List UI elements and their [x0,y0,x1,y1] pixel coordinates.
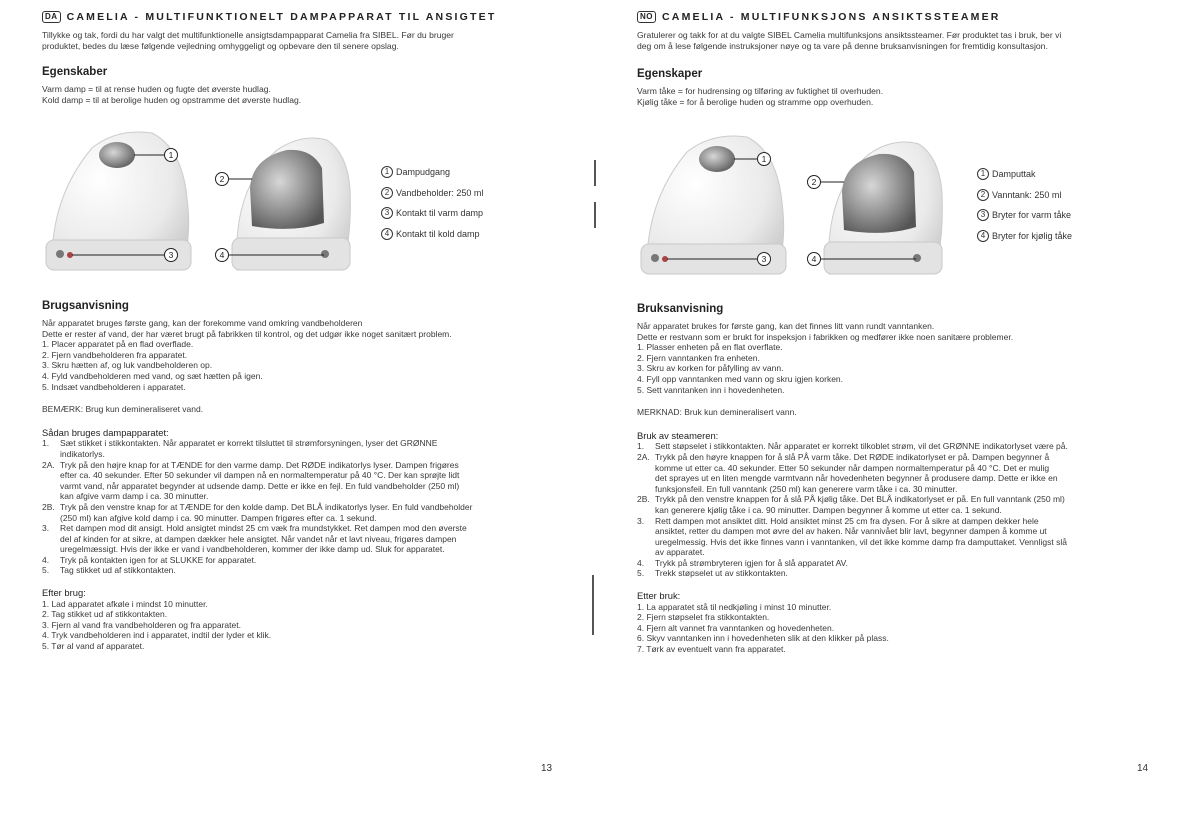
how-step: 3. Rett dampen mot ansiktet ditt. Hold ansiktet minst 25 cm fra dysen. For å sikre at dampen dekker hele ansiktet, retter du dampen mot øvre del av haken. Når vannivået blir lavt, begynner dampen å komme ut uregelmessig. Hvis det ikke finnes vann i vanntanken, vil det ikke komme damp fra damputtaket. Vennligst slå av apparatet. [637,515,1067,558]
legend-item: 4 Kontakt til kold damp [381,224,483,245]
product-figure [42,128,602,278]
how-heading: Sådan bruges dampapparatet: [42,426,169,438]
steam-outlet-icon [99,142,135,168]
intro-paragraph [42,30,562,52]
how-step: 5. Trekk støpselet ut av stikkontakten. [637,568,788,579]
legend-item: 1 Damputtak [977,164,1072,185]
legend-item: 3 Kontakt til varm damp [381,203,483,224]
usage-heading: Brugsanvisning [42,300,129,312]
water-tank-icon [250,150,324,229]
parts-legend [977,164,1072,246]
page-danish [42,0,602,816]
features-heading: Egenskaper [637,68,703,80]
callout-number: 3 [761,254,767,264]
after-step: 2. Tag stikket ud af stikkontakten. [42,609,168,620]
page-number: 14 [1137,763,1149,774]
callout-number: 1 [761,154,767,164]
note: MERKNAD: Bruk kun demineralisert vann. [637,407,797,418]
setup-step: 5. Sett vanntanken inn i hovedenheten. [637,384,785,395]
legend-item: 1 Dampudgang [381,162,483,183]
callout-number: 2 [219,174,225,184]
binding-mark [592,575,594,635]
setup-step: 2. Fjern vanntanken fra enheten. [637,352,760,363]
how-step: 1. Sæt stikket i stikkontakten. Når apparatet er korrekt tilsluttet til strømforsyningen, lyser det GRØNNE indikatorlys. [42,438,438,459]
product-figure [637,132,1181,282]
usage-instructions: Når apparatet bruges første gang, kan der forekomme vand omkring vandbeholderen Dette er rester af vand, der har været brugt på fabrikken til kontrol, og det udgør ikke noget sanitært problem. 1. Placer apparatet på en flad overflade. 2. Fjern vandbeholderen fra apparatet. 3. Skru hætten af, og luk vandbeholderen op. 4. Fyld vandbeholderen med vand, og sæt hætten på igen. 5. Indsæt vandbeholderen i apparatet. BEMÆRK: Brug kun demineraliseret vand. Sådan bruges dampapparatet: 1. Sæt stikket i stikkontakten. Når apparatet er korrekt tilsluttet til strømforsyningen, lyser det GRØNNE indikatorlys. 2A. Tryk på den højre knap for at TÆNDE for den varme damp. Det RØDE indikatorlys lyser. Dampen frigøres efter ca. 40 sekunder. Efter 50 sekunder vil dampen nå en normaltemperatur på 40 °C. Der kan sprøjte lidt varmt vand, når apparatet begynder at udsende damp. Dette er ikke en fejl. En fuld vandbeholder (250 ml) kan afgive varm damp i ca. 30 minutter. 2B. Tryk på den venstre knap for at TÆNDE for den kolde damp. Det BLÅ indikatorlys lyser. En fuld vandbeholder (250 ml) kan afgive kold damp i ca. 90 minutter. Dampen frigøres efter ca. 1 sekund. 3. Ret dampen mod dit ansigt. Hold ansigtet mindst 25 cm væk fra mundstykket. Ret dampen mod den øverste del af kinden for at sikre, at dampen dækker hele ansigtet. Når vandet når et lavt niveau, frigøres dampen uregelmæssigt. Hvis der ikke er vand i vandbeholderen, kommer der ikke damp ud. Sluk for apparatet. 4. Tryk på kontakten igen for at SLUKKE for apparatet. 5. Tag stikket ud af stikkontakten. Efter brug: 1. Lad apparatet afkøle i mindst 10 minutter. 2. Tag stikket ud af stikkontakten. 3. Fjern al vand fra vandbeholderen og fra apparatet. 4. Tryk vandbeholderen ind i apparatet, indtil der lyder et klik. 5. Tør al vand af apparatet. [42,318,587,652]
legend-item: 2 Vandbeholder: 250 ml [381,183,483,204]
intro-line: Gratulerer og takk for at du valgte SIBEL Camelia multifunksjons ansiktssteamer. Før produktet tas i bruk, ber vi [637,30,1062,40]
title-text: CAMELIA - MULTIFUNKSJONS ANSIKTSSTEAMER [662,11,1001,23]
how-step: 5. Tag stikket ud af stikkontakten. [42,565,176,576]
intro-line: deg om å lese følgende instruksjoner nøye og ta vare på denne bruksanvisningen for fremtidig konsultasjon. [637,41,1048,51]
feature-line: Kjølig tåke = for å berolige huden og stramme opp overhuden. [637,97,874,107]
after-heading: Etter bruk: [637,590,681,602]
how-step: 4. Trykk på strømbryteren igjen for å slå apparatet AV. [637,557,848,568]
after-step: 2. Fjern støpselet fra stikkontakten. [637,612,770,623]
features-heading: Egenskaber [42,66,108,78]
legend-item: 3 Bryter for varm tåke [977,205,1072,226]
callout-number: 1 [168,150,174,160]
how-step: 1. Sett støpselet i stikkontakten. Når apparatet er korrekt tilkoblet strøm, vil det GRØNNE indikatorlyset være på. [637,441,1068,452]
after-step: 4. Fjern alt vannet fra vanntanken og hovedenheten. [637,622,835,633]
steam-outlet-icon [699,146,735,172]
setup-step: 1. Placer apparatet på en flad overflade. [42,339,194,350]
feature-line: Varm damp = til at rense huden og fugte det øverste hudlag. [42,84,271,94]
setup-step: 4. Fyld vandbeholderen med vand, og sæt hætten på igen. [42,370,263,381]
setup-step: 2. Fjern vandbeholderen fra apparatet. [42,349,188,360]
after-step: 4. Tryk vandbeholderen ind i apparatet, indtil der lyder et klik. [42,630,272,641]
callout-number: 4 [219,250,225,260]
how-step: 2B. Trykk på den venstre knappen for å slå PÅ kjølig tåke. Det BLÅ indikatorlyset er på. En full vanntank (250 ml) kan generere kjølig tåke i ca. 90 minutter. Dampen begynner å komme ut etter ca. 1 sekund. [637,494,1065,515]
legend-item: 2 Vanntank: 250 ml [977,185,1072,206]
device-side-view [232,138,350,270]
intro-line: Tillykke og tak, fordi du har valgt det multifunktionelle ansigtsdampapparat Camelia fra SIBEL. Før du bruger [42,30,454,40]
setup-step: 4. Fyll opp vanntanken med vann og skru igjen korken. [637,373,844,384]
note: BEMÆRK: Brug kun demineraliseret vand. [42,404,204,415]
intro-line: produktet, bedes du læse følgende vejledning omhyggeligt og opbevare den til senere opslag. [42,41,399,51]
product-illustration [637,132,1181,282]
how-step: 2B. Tryk på den venstre knap for at TÆNDE for den kolde damp. Det BLÅ indikatorlys lyser. En fuld vandbeholder (250 ml) kan afgive kold damp i ca. 90 minutter. Dampen frigøres efter ca. 1 sekund. [42,501,473,523]
how-step: 2A. Trykk på den høyre knappen for å slå PÅ varm tåke. Det RØDE indikatorlyset er på. Dampen begynner å komme ut etter ca. 40 sekunder. Etter 50 sekunder når dampen normaltemperatur på 40 °C. Det er mulig det sprayes ut en liten mengde varmtvann når hovedenheten begynner å produsere damp. Dette er ikke en funksjonsfeil. En full vanntank (250 ml) kan generere varm tåke i ca. 30 minutter. [637,451,1058,494]
language-code-badge: DA [42,11,61,23]
after-heading: Efter brug: [42,587,86,599]
how-step: 2A. Tryk på den højre knap for at TÆNDE for den varme damp. Det RØDE indikatorlys lyser. Dampen frigøres efter ca. 40 sekunder. Efter 50 sekunder vil dampen nå en normaltemperatur på 40 °C. Der kan sprøjte lidt varmt vand, når apparatet begynder at udsende damp. Dette er ikke en fejl. En fuld vandbeholder (250 ml) kan afgive varm damp i ca. 30 minutter. [42,459,460,502]
after-step: 6. Skyv vanntanken inn i hovedenheten slik at den klikker på plass. [637,633,889,644]
title-text: CAMELIA - MULTIFUNKTIONELT DAMPAPPARAT TIL ANSIGTET [66,11,497,23]
legend-item: 4 Bryter for kjølig tåke [977,226,1072,247]
page-number: 13 [541,763,553,774]
binding-mark [594,160,596,186]
how-heading: Bruk av steameren: [637,429,719,441]
intro-paragraph [637,30,1157,52]
page-norwegian [637,0,1181,816]
usage-instructions: Når apparatet brukes for første gang, kan det finnes litt vann rundt vanntanken. Dette er restvann som er brukt for inspeksjon i fabrikken og medfører ikke noen sanitære problemer. 1. Plasser enheten på en flat overflate. 2. Fjern vanntanken fra enheten. 3. Skru av korken for påfylling av vann. 4. Fyll opp vanntanken med vann og skru igjen korken. 5. Sett vanntanken inn i hovedenheten. MERKNAD: Bruk kun demineralisert vann. Bruk av steameren: 1. Sett støpselet i stikkontakten. Når apparatet er korrekt tilkoblet strøm, vil det GRØNNE indikatorlyset være på. 2A. Trykk på den høyre knappen for å slå PÅ varm tåke. Det RØDE indikatorlyset er på. Dampen begynner å komme ut etter ca. 40 sekunder. Etter 50 sekunder når dampen normaltemperatur på 40 °C. Det er mulig det sprayes ut en liten mengde varmtvann når hovedenheten begynner å produsere damp. Dette er ikke en funksjonsfeil. En full vanntank (250 ml) kan generere varm tåke i ca. 30 minutter. 2B. Trykk på den venstre knappen for å slå PÅ kjølig tåke. Det BLÅ indikatorlyset er på. En full vanntank (250 ml) kan generere kjølig tåke i ca. 90 minutter. Dampen begynner å komme ut etter ca. 1 sekund. 3. Rett dampen mot ansiktet ditt. Hold ansiktet minst 25 cm fra dysen. For å sikre at dampen dekker hele ansiktet, retter du dampen mot øvre del av haken. Når vannivået blir lavt, begynner dampen å komme ut uregelmessig. Hvis det ikke finnes vann i vanntanken, vil det ikke komme damp fra damputtaket. Vennligst slå av apparatet. 4. Trykk på strømbryteren igjen for å slå apparatet AV. 5. Trekk støpselet ut av stikkontakten. Etter bruk: 1. La apparatet stå til nedkjøling i minst 10 minutter. 2. Fjern støpselet fra stikkontakten. 4. Fjern alt vannet fra vanntanken og hovedenheten. 6. Skyv vanntanken inn i hovedenheten slik at den klikker på plass. 7. Tørk av eventuelt vann fra apparatet. [637,321,1181,655]
features-text [42,84,301,106]
after-step: 7. Tørk av eventuelt vann fra apparatet. [637,644,786,655]
parts-legend [381,162,483,244]
features-text [637,86,883,108]
water-tank-icon [842,154,916,233]
callout-number: 4 [811,254,817,264]
setup-step: 3. Skru av korken for påfylling av vann. [637,363,784,374]
section-title [637,11,1001,23]
callout-number: 3 [168,250,174,260]
callout-number: 2 [811,177,817,187]
after-step: 1. La apparatet stå til nedkjøling i minst 10 minutter. [637,601,832,612]
how-step: 4. Tryk på kontakten igen for at SLUKKE for apparatet. [42,554,257,565]
after-step: 5. Tør al vand af apparatet. [42,641,145,652]
setup-step: 1. Plasser enheten på en flat overflate. [637,342,783,353]
after-step: 1. Lad apparatet afkøle i mindst 10 minutter. [42,598,208,609]
device-side-view [824,142,942,274]
feature-line: Kold damp = til at berolige huden og opstramme det øverste hudlag. [42,95,302,105]
product-illustration [42,128,602,278]
setup-step: 3. Skru hætten af, og luk vandbeholderen op. [42,360,213,371]
feature-line: Varm tåke = for hudrensing og tilføring av fuktighet til overhuden. [637,86,884,96]
section-title [42,11,496,23]
setup-step: 5. Indsæt vandbeholderen i apparatet. [42,381,186,392]
after-step: 3. Fjern al vand fra vandbeholderen og fra apparatet. [42,619,241,630]
usage-heading: Bruksanvisning [637,303,724,315]
how-step: 3. Ret dampen mod dit ansigt. Hold ansigtet mindst 25 cm væk fra mundstykket. Ret dampen mod den øverste del af kinden for at sikre, at dampen dækker hele ansigtet. Når vandet når et lavt niveau, frigøres dampen uregelmæssigt. Hvis der ikke er vand i vandbeholderen, kommer der ikke damp ud. Sluk for apparatet. [42,523,467,555]
language-code-badge: NO [637,11,656,23]
binding-mark [594,202,596,228]
